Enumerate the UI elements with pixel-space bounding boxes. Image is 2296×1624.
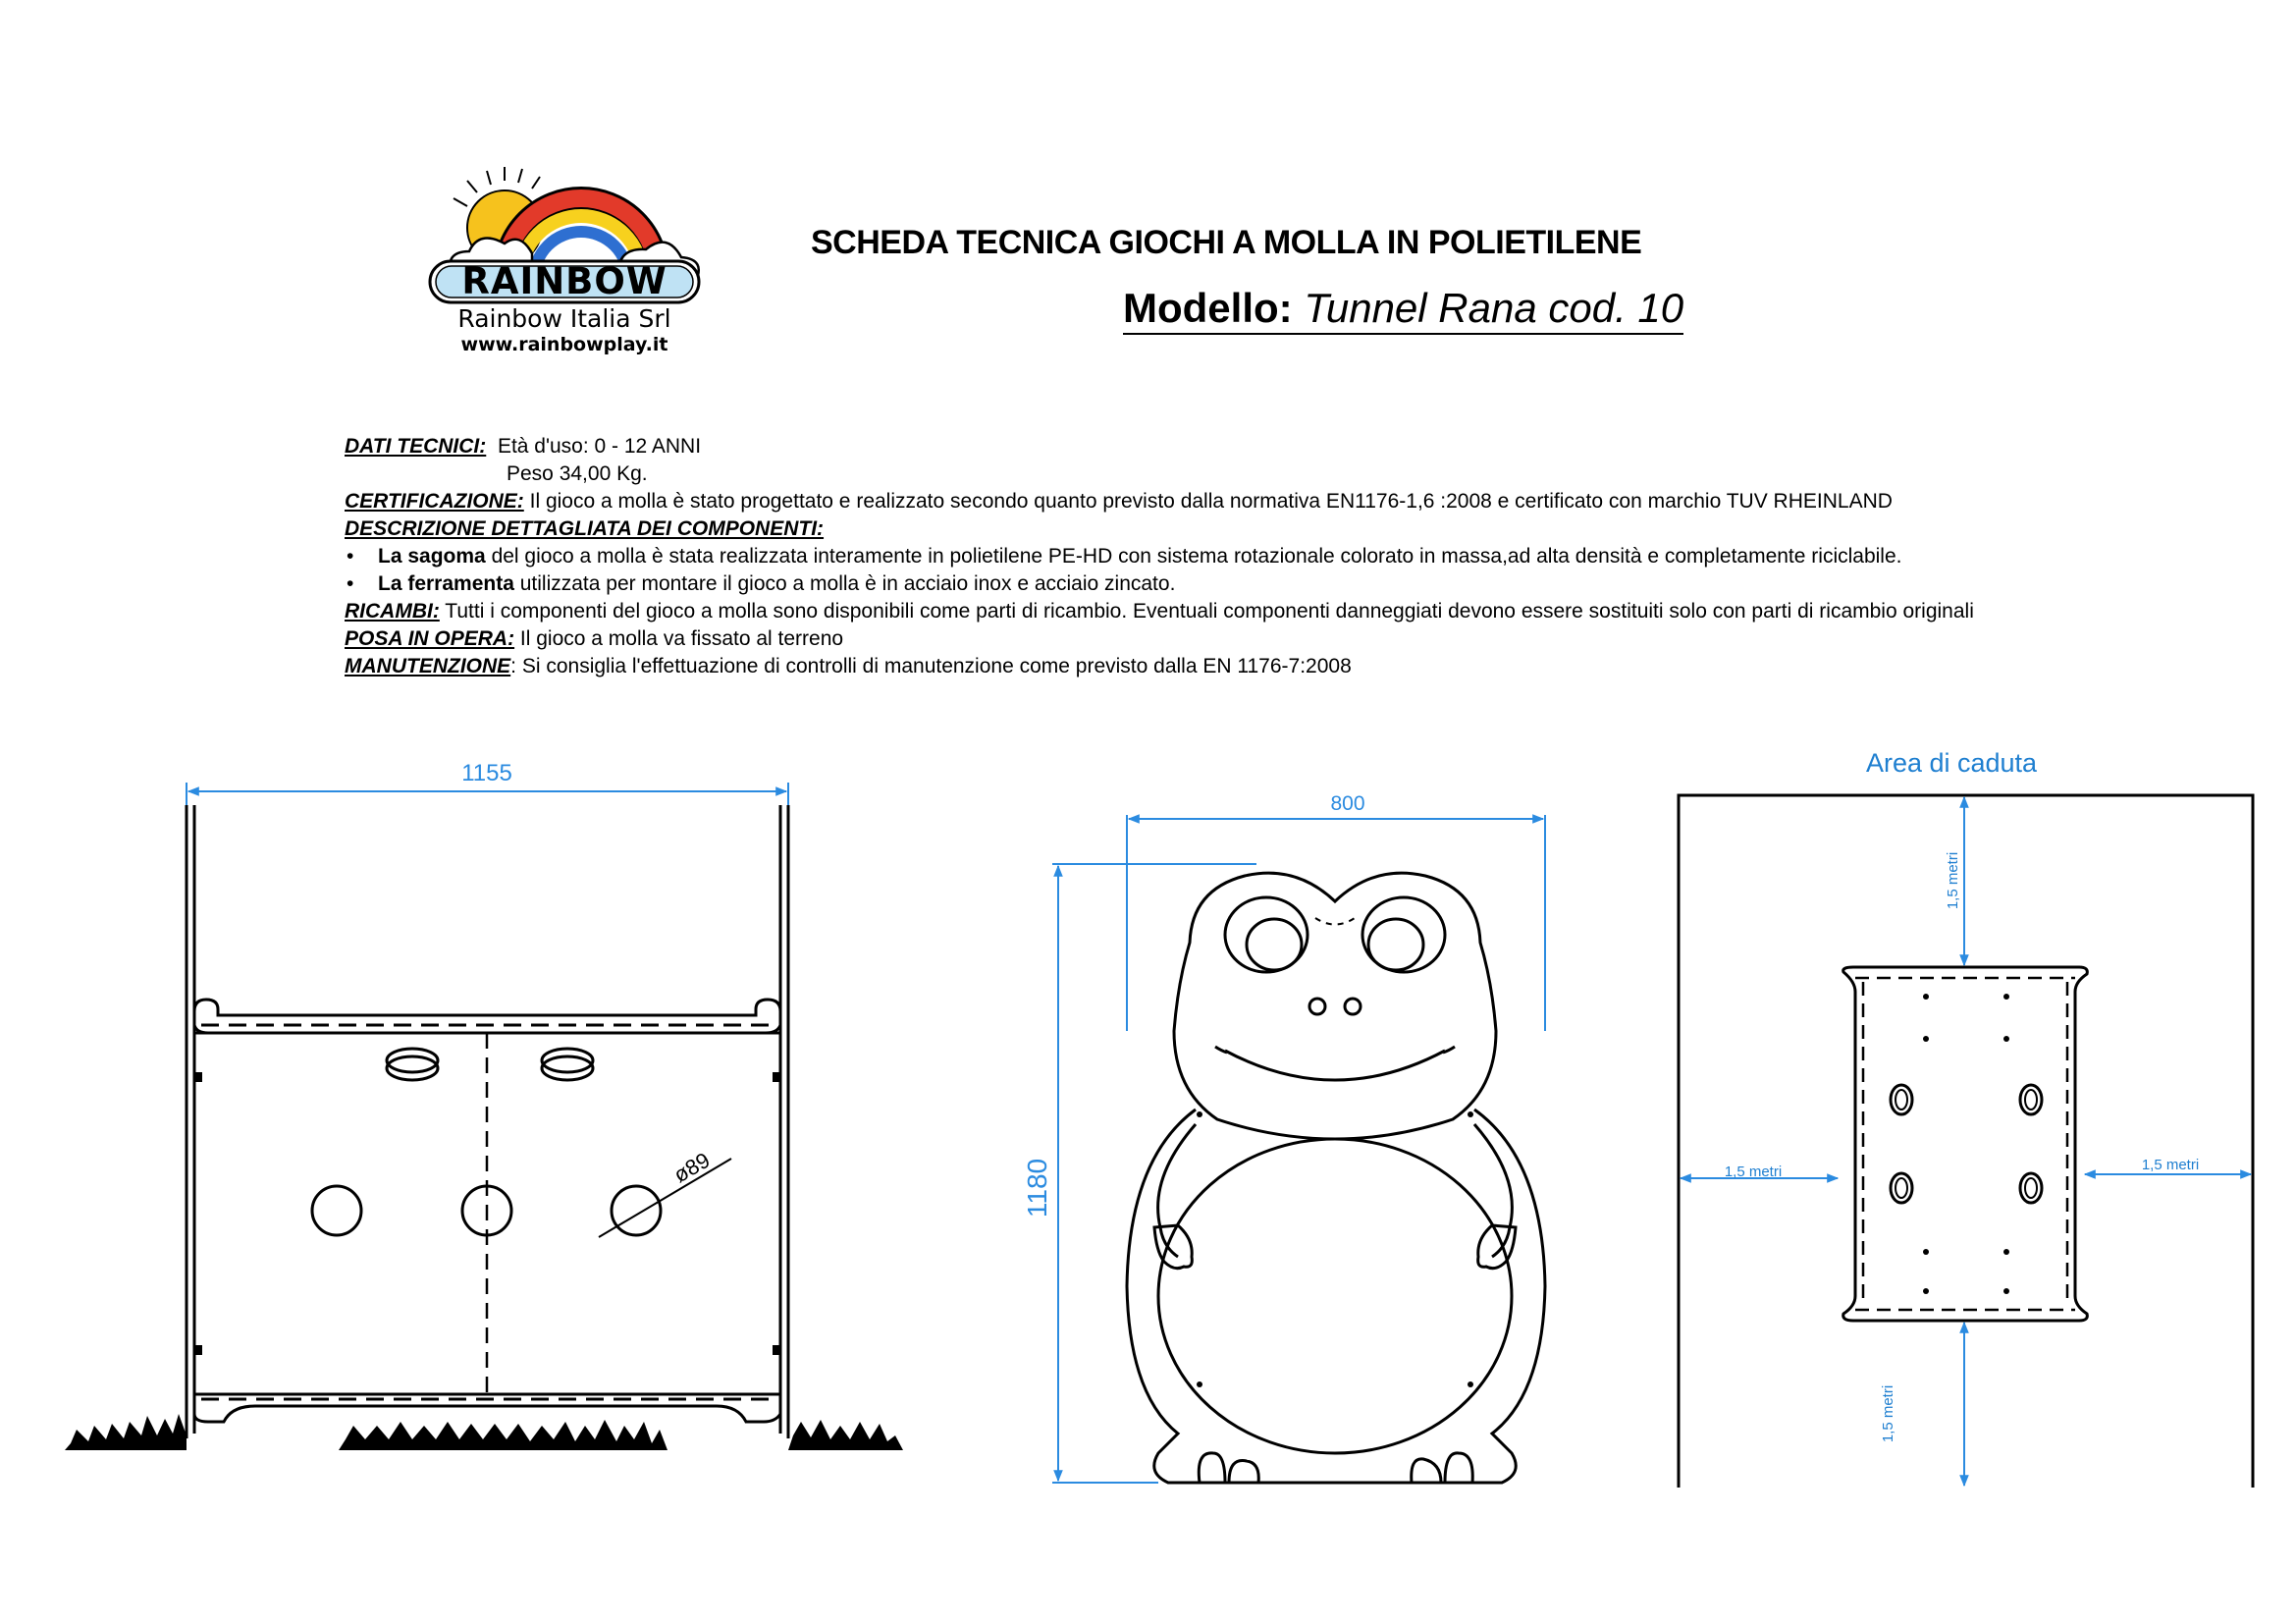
spec-desc-label: DESCRIZIONE DETTAGLIATA DEI COMPONENTI:	[345, 517, 825, 540]
logo-website[interactable]: www.rainbowplay.it	[460, 334, 668, 355]
spec-bullet-2-bold: La ferramenta	[378, 572, 514, 595]
front-width-dimension: 800	[1330, 792, 1365, 815]
spec-cert-text: Il gioco a molla è stato progettato e realizzato secondo quanto previsto dalla normativa EN1176-1,6 :2008 e certificato con marchio TUV RHEINLAND	[529, 490, 1893, 513]
bullet-dot: •	[347, 572, 354, 595]
spec-ricambi-text: Tutti i componenti del gioco a molla sono disponibili come parti di ricambio. Eventuali componenti danneggiati devono essere sostituiti solo con parti di ricambio originali	[445, 600, 1974, 623]
spec-dati-label: DATI TECNICI:	[345, 435, 487, 458]
logo-brand-name: RAINBOW	[461, 260, 667, 302]
spec-manut-label: MANUTENZIONE	[345, 655, 511, 677]
front-height-dimension: 1180	[1022, 1158, 1052, 1218]
side-view-drawing	[65, 783, 903, 1450]
fall-area-top-distance: 1,5 metri	[1945, 851, 1961, 910]
spec-posa-label: POSA IN OPERA:	[345, 627, 515, 650]
spec-cert-label: CERTIFICAZIONE:	[345, 490, 524, 513]
hole-diameter-label: ø89	[669, 1147, 715, 1188]
spec-posa-text: Il gioco a molla va fissato al terreno	[519, 627, 844, 650]
fall-area-title: Area di caduta	[1865, 748, 2038, 778]
fall-area-right-distance: 1,5 metri	[2141, 1157, 2200, 1173]
front-view-drawing	[1052, 815, 1545, 1483]
fall-area-left-distance: 1,5 metri	[1724, 1164, 1783, 1180]
side-width-dimension: 1155	[461, 760, 512, 786]
spec-eta: Età d'uso: 0 - 12 ANNI	[497, 435, 702, 458]
bullet-dot: •	[347, 545, 354, 568]
model-value: Tunnel Rana cod. 10	[1304, 285, 1684, 331]
spec-bullet-2-text: utilizzata per montare il gioco a molla è in acciaio inox e acciaio zincato.	[519, 572, 1176, 595]
fall-area-bottom-distance: 1,5 metri	[1880, 1384, 1896, 1443]
spec-manut-text: : Si consiglia l'effettuazione di controlli di manutenzione come previsto dalla EN 1176-7:2008	[510, 655, 1352, 677]
spec-bullet-1-bold: La sagoma	[378, 545, 486, 568]
fall-area-drawing	[1679, 795, 2253, 1488]
spec-peso: Peso 34,00 Kg.	[507, 462, 648, 485]
spec-bullet-1-text: del gioco a molla è stata realizzata interamente in polietilene PE-HD con sistema rotazionale colorato in massa,ad alta densità e completamente riciclabile.	[491, 545, 1902, 568]
model-label: Modello:	[1123, 285, 1293, 331]
page-title: SCHEDA TECNICA GIOCHI A MOLLA IN POLIETILENE	[811, 224, 1642, 261]
spec-ricambi-label: RICAMBI:	[345, 600, 440, 623]
logo-company-name: Rainbow Italia Srl	[457, 304, 671, 333]
